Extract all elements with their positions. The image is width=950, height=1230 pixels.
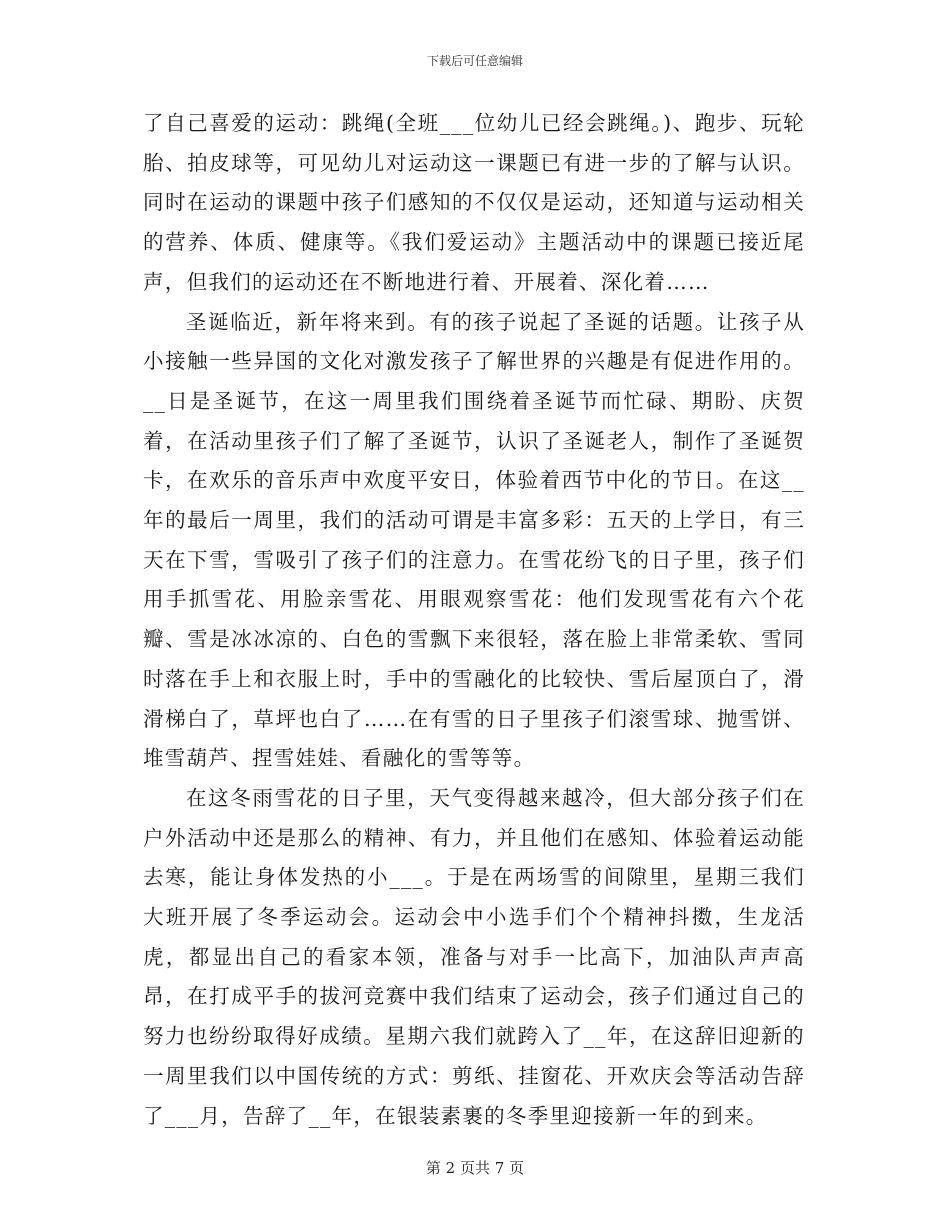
- document-body: [143, 104, 805, 1136]
- page-header: 下载后可任意编辑: [426, 54, 523, 68]
- paragraph-1: 了自己喜爱的运动：跳绳(全班___位幼儿已经会跳绳。)、跑步、玩轮胎、拍皮球等，可见幼儿对运动这一课题已有进一步的了解与认识。同时在运动的课题中孩子们感知的不仅仅是运动，还知道与运动相关的营养、体质、健康等。《我们爱运动》主题活动中的课题已接近尾声，但我们的运动还在不断地进行着、开展着、深化着……: [143, 111, 805, 294]
- paragraph-3: 在这冬雨雪花的日子里，天气变得越来越冷，但大部分孩子们在户外活动中还是那么的精神、有力，并且他们在感知、体验着运动能去寒，能让身体发热的小___。于是在两场雪的间隙里，星期三我们大班开展了冬季运动会。运动会中小选手们个个精神抖擞，生龙活虎，都显出自己的看家本领，准备与对手一比高下，加油队声声高昂，在打成平手的拔河竞赛中我们结束了运动会，孩子们通过自己的努力也纷纷取得好成绩。星期六我们就跨入了__年，在这辞旧迎新的一周里我们以中国传统的方式：剪纸、挂窗花、开欢庆会等活动告辞了___月，告辞了__年，在银装素裹的冬季里迎接新一年的到来。: [143, 785, 805, 1128]
- paragraph-2: 圣诞临近，新年将来到。有的孩子说起了圣诞的话题。让孩子从小接触一些异国的文化对激发孩子了解世界的兴趣是有促进作用的。__日是圣诞节，在这一周里我们围绕着圣诞节而忙碌、期盼、庆贺着，在活动里孩子们了解了圣诞节，认识了圣诞老人，制作了圣诞贺卡，在欢乐的音乐声中欢度平安日，体验着西节中化的节日。在这__年的最后一周里，我们的活动可谓是丰富多彩：五天的上学日，有三天在下雪，雪吸引了孩子们的注意力。在雪花纷飞的日子里，孩子们用手抓雪花、用脸亲雪花、用眼观察雪花：他们发现雪花有六个花瓣、雪是冰冰凉的、白色的雪飘下来很轻，落在脸上非常柔软、雪同时落在手上和衣服上时，手中的雪融化的比较快、雪后屋顶白了，滑滑梯白了，草坪也白了……在有雪的日子里孩子们滚雪球、抛雪饼、堆雪葫芦、捏雪娃娃、看融化的雪等等。: [143, 309, 805, 771]
- page-number-footer: 第 2 页共 7 页: [425, 1159, 525, 1177]
